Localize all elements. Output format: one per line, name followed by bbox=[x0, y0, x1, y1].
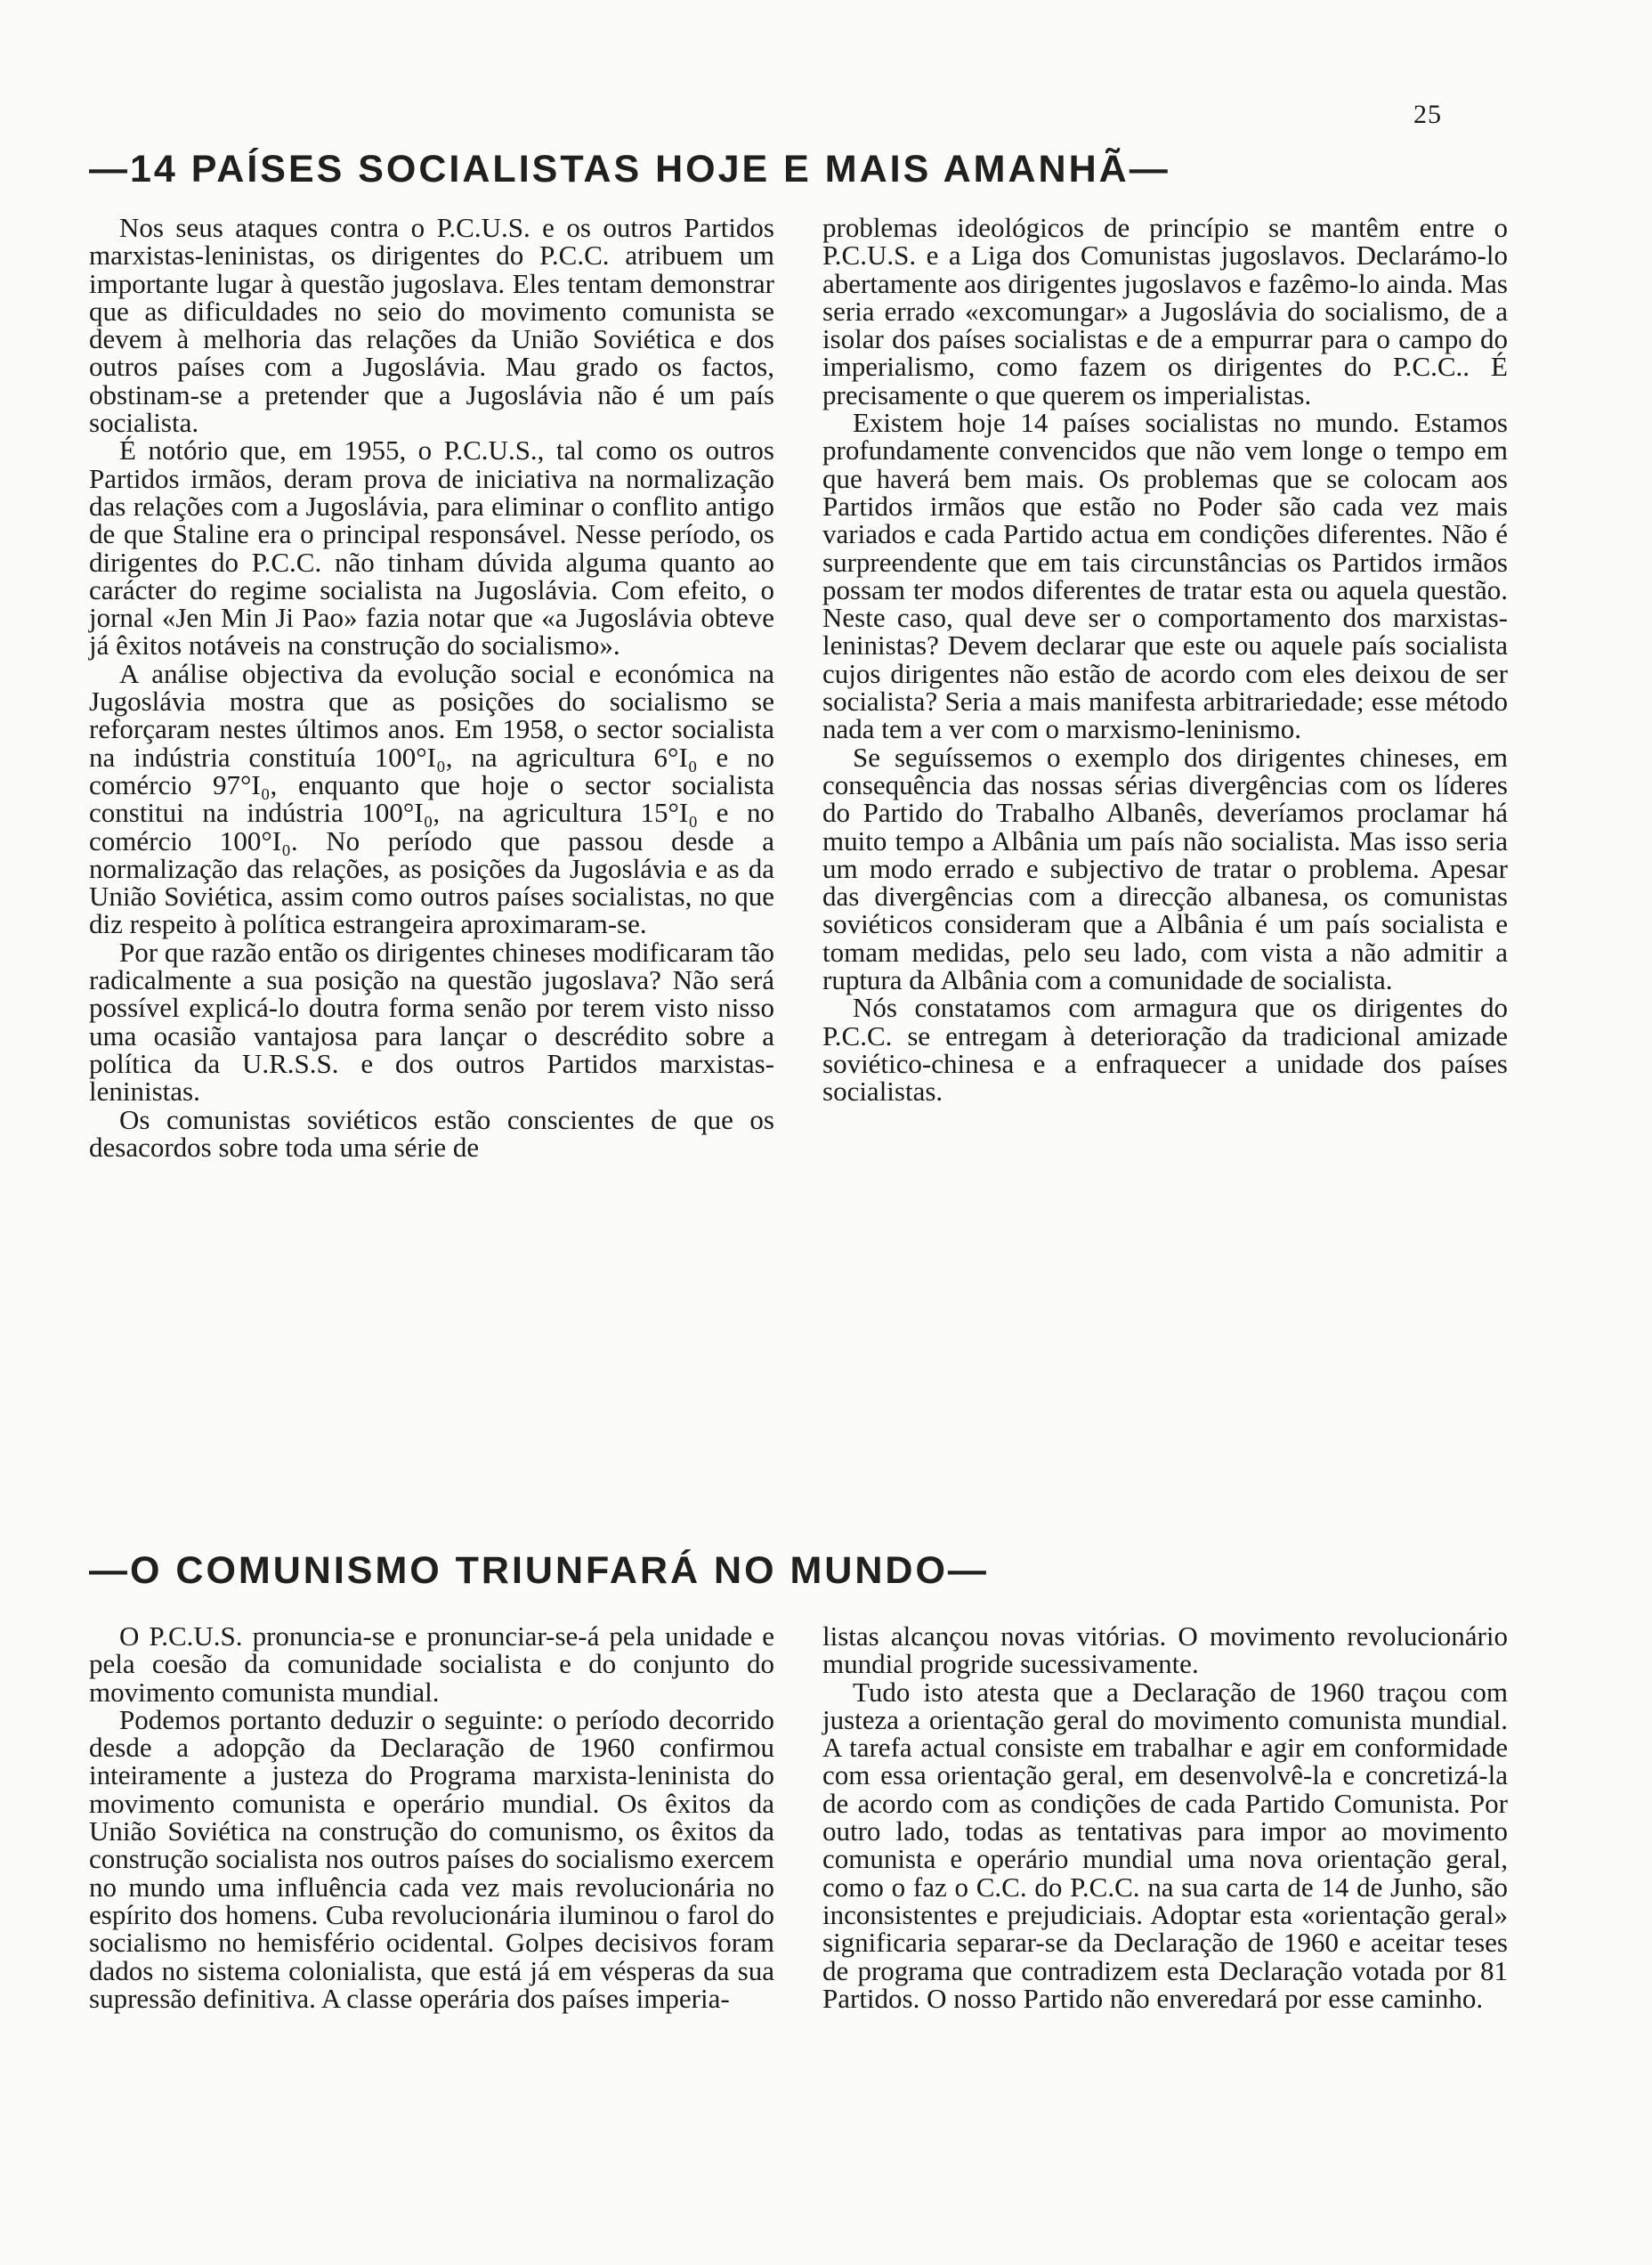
page-number: 25 bbox=[1413, 100, 1442, 129]
paragraph: listas alcançou novas vitórias. O movimento revolucionário mundial progride sucessivamente. bbox=[822, 1620, 1508, 1680]
paragraph: Por que razão então os dirigentes chineses modificaram tão radicalmente a sua posição na questão jugoslava? Não será possível explicá-lo doutra forma senão por terem visto nisso uma ocasião vantajosa para lançar o descrédito sobre a política da U.R.S.S. e dos outros Partidos marxistas-leninistas. bbox=[89, 936, 774, 1108]
section1-left-column bbox=[89, 214, 774, 1522]
section2-right-column bbox=[822, 1622, 1508, 2210]
paragraph: Se seguíssemos o exemplo dos dirigentes chineses, em consequência das nossas sérias divergências com os líderes do Partido do Trabalho Albanês, deveríamos proclamar há muito tempo a Albânia um país não socialista. Mas isso seria um modo errado e subjectivo de tratar o problema. Apesar das divergências com a direcção albanesa, os comunistas soviéticos consideram que a Albânia é um país socialista e tomam medidas, pelo seu lado, com vista a não admitir a ruptura da Albânia com a comunidade de socialista. bbox=[822, 741, 1508, 996]
paragraph: Tudo isto atesta que a Declaração de 1960 traçou com justeza a orientação geral do movimento comunista mundial. A tarefa actual consiste em trabalhar e agir em conformidade com essa orientação geral, em desenvolvê-la e concretizá-la de acordo com as condições de cada Partido Comunista. Por outro lado, todas as tentativas para impor ao movimento comunista e operário mundial uma nova orientação geral, como o faz o C.C. do P.C.C. na sua carta de 14 de Junho, são inconsistentes e prejudiciais. Adoptar esta «orientação geral» significaria separar-se da Declaração de 1960 e aceitar teses de programa que contradizem esta Declaração votada por 81 Partidos. O nosso Partido não enveredará por esse caminho. bbox=[822, 1676, 1508, 2014]
paragraph: problemas ideológicos de princípio se mantêm entre o P.C.U.S. e a Liga dos Comunistas jugoslavos. Declarámo-lo abertamente aos dirigentes jugoslavos e fazêmo-lo ainda. Mas seria errado «excomungar» a Jugoslávia do socialismo, de a isolar dos países socialistas e de a empurrar para o campo do imperialismo, como fazem os dirigentes do P.C.C.. É precisamente o que querem os imperialistas. bbox=[822, 212, 1508, 410]
section-heading-14-countries: —14 PAÍSES SOCIALISTAS HOJE E MAIS AMANHÃ— bbox=[89, 148, 1170, 191]
paragraph: Podemos portanto deduzir o seguinte: o período decorrido desde a adopção da Declaração de 1960 confirmou inteiramente a justeza do Programa marxista-leninista do movimento comunista e operário mundial. Os êxitos da União Soviética na construção do comunismo, os êxitos da construção socialista nos outros países do socialismo exercem no mundo uma influência cada vez mais revolucionária no espírito dos homens. Cuba revolucionária iluminou o farol do socialismo no hemisfério ocidental. Golpes decisivos foram dados no sistema colonialista, que está já em vésperas da sua supressão definitiva. A classe operária dos países imperia- bbox=[89, 1703, 774, 2014]
paragraph: Existem hoje 14 países socialistas no mundo. Estamos profundamente convencidos que não vem longe o tempo em que haverá bem mais. Os problemas que se colocam aos Partidos irmãos que estão no Poder são cada vez mais variados e cada Partido actua em condições diferentes. Não é surpreendente que em tais circunstâncias os Partidos irmãos possam ter modos diferentes de tratar esta ou aquela questão. Neste caso, qual deve ser o comportamento dos marxistas-leninistas? Devem declarar que este ou aquele país socialista cujos dirigentes não estão de acordo com eles deixou de ser socialista? Seria a mais manifesta arbitrariedade; esse método nada tem a ver com o marxismo-leninismo. bbox=[822, 407, 1508, 745]
section1-right-column bbox=[822, 214, 1508, 1522]
paragraph: O P.C.U.S. pronuncia-se e pronunciar-se-á pela unidade e pela coesão da comunidade socialista e do conjunto do movimento comunista mundial. bbox=[89, 1620, 774, 1708]
paragraph: Nos seus ataques contra o P.C.U.S. e os outros Partidos marxistas-leninistas, os dirigentes do P.C.C. atribuem um importante lugar à questão jugoslava. Eles tentam demonstrar que as dificuldades no seio do movimento comunista se devem à melhoria das relações da União Soviética e dos outros países com a Jugoslávia. Mau grado os factos, obstinam-se a pretender que a Jugoslávia não é um país socialista. bbox=[89, 212, 774, 439]
paragraph: Os comunistas soviéticos estão conscientes de que os desacordos sobre toda uma série de bbox=[89, 1103, 774, 1163]
paragraph: A análise objectiva da evolução social e económica na Jugoslávia mostra que as posições do socialismo se reforçaram nestes últimos anos. Em 1958, o sector socialista na indústria constituía 100°I₀, na agricultura 6°I₀ e no comércio 97°I₀, enquanto que hoje o sector socialista constitui na indústria 100°I₀, na agricultura 15°I₀ e no comércio 100°I₀. No período que passou desde a normalização das relações, as posições da Jugoslávia e as da União Soviética, assim como outros países socialistas, no que diz respeito à política estrangeira aproximaram-se. bbox=[89, 657, 774, 940]
section2-left-column bbox=[89, 1622, 774, 2210]
paragraph: Nós constatamos com armagura que os dirigentes do P.C.C. se entregam à deterioração da tradicional amizade soviético-chinesa e a enfraquecer a unidade dos países socialistas. bbox=[822, 992, 1508, 1108]
paragraph: É notório que, em 1955, o P.C.U.S., tal como os outros Partidos irmãos, deram prova de iniciativa na normalização das relações com a Jugoslávia, para eliminar o conflito antigo de que Staline era o principal responsável. Nesse período, os dirigentes do P.C.C. não tinham dúvida alguma quanto ao carácter do regime socialista na Jugoslávia. Com efeito, o jornal «Jen Min Ji Pao» fazia notar que «a Jugoslávia obteve já êxitos notáveis na construção do socialismo». bbox=[89, 434, 774, 662]
section-heading-communism-triumph: —O COMUNISMO TRIUNFARÁ NO MUNDO— bbox=[89, 1549, 989, 1592]
